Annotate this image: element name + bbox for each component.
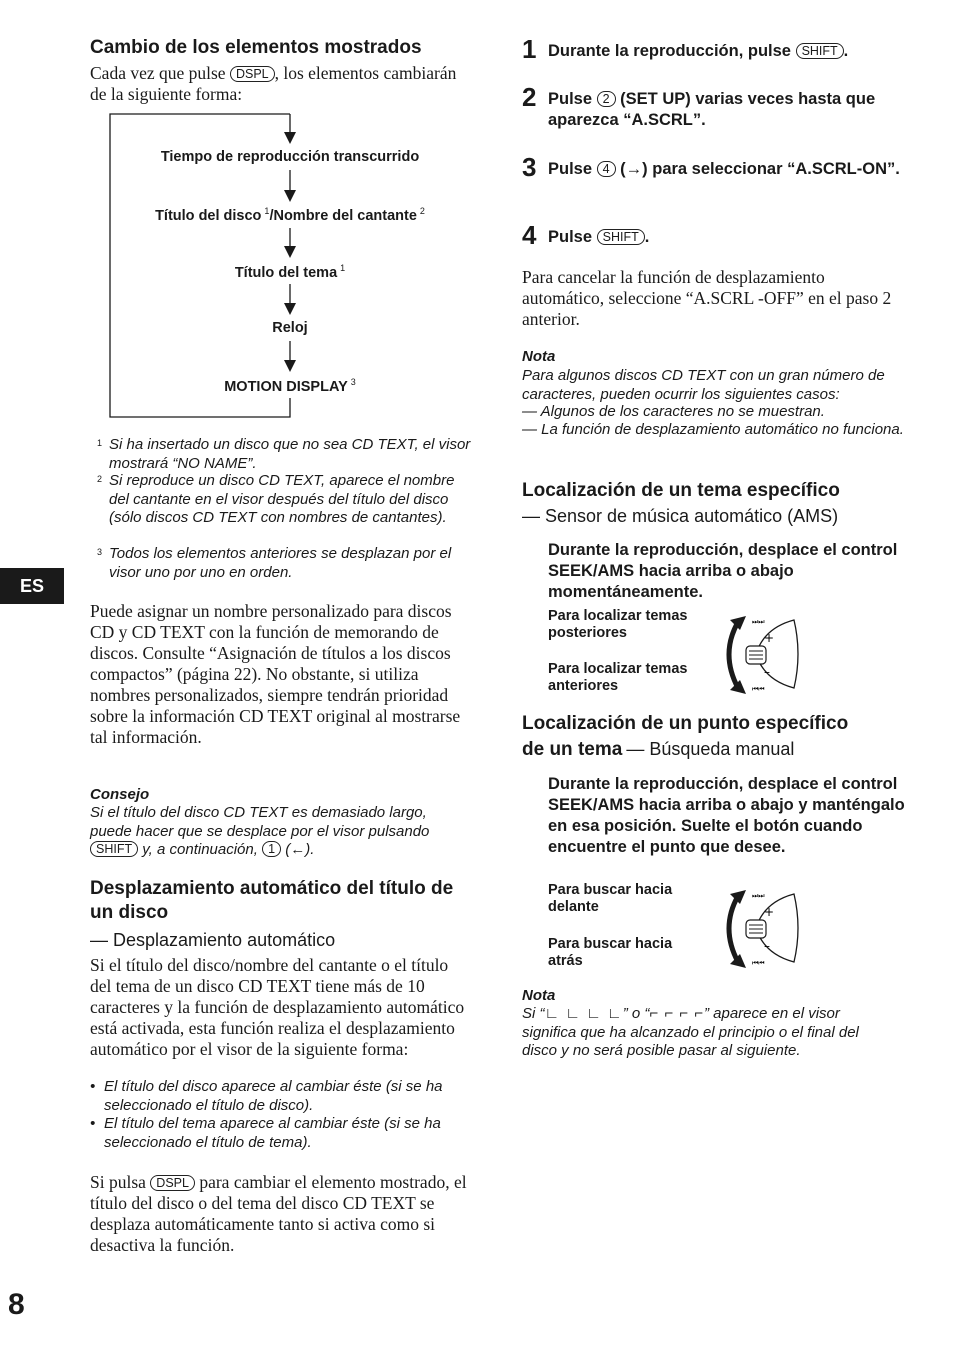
shift-key-icon-step4: SHIFT <box>597 229 645 245</box>
section-title-ams: Localización de un tema específico <box>522 480 840 501</box>
section-title-manual-search-line2: de un tema — Búsqueda manual <box>522 739 795 760</box>
disc-start-glyph-icon: ∟ ∟ ∟ ∟ <box>544 1005 623 1022</box>
footnote-3: 3 Todos los elementos anteriores se desplazan por el visor uno por uno en orden. <box>97 545 452 581</box>
autoscroll-paragraph: Si el título del disco/nombre del cantante o el título del tema de un disco CD TEXT tiene más de 10 caracteres y la función de desplazamiento automático está activada, esta función realiza el desplazamiento automático por el visor de la siguiente forma: <box>90 955 465 1059</box>
step-4-number: 4 <box>522 220 537 250</box>
step-1-number: 1 <box>522 34 537 64</box>
intro-text-a: Cada vez que pulse <box>90 63 226 83</box>
section-title-autoscroll: Desplazamiento automático del título de un disco <box>90 878 454 923</box>
flow-arrow-5 <box>284 360 296 372</box>
dspl-scroll-paragraph: Si pulsa DSPL para cambiar el elemento mostrado, el título del disco o del tema del disco CD TEXT se desplaza automáticamente tanto si activa como si desactiva la función. <box>90 1172 467 1255</box>
flow-item-track-title: Título del tema $^1$ <box>234 263 346 281</box>
key-4-icon: 4 <box>597 161 616 177</box>
note-1-line-1: Para algunos discos CD TEXT con un gran número de caracteres, pueden ocurrir los siguientes casos: <box>522 367 885 403</box>
svg-text:–: – <box>764 665 770 679</box>
svg-text:+: + <box>764 905 775 919</box>
note-2-text: Si “∟ ∟ ∟ ∟” o “⌐ ⌐ ⌐ ⌐” aparece en el visor significa que ha alcanzado el principio o el final del disco y no será posible pasar al siguiente. <box>522 1005 859 1059</box>
flow-item-clock: Reloj <box>272 320 308 336</box>
search-forward-label: Para buscar hacia delante <box>548 882 673 915</box>
note-2-title: Nota <box>522 987 556 1004</box>
key-2-icon: 2 <box>597 91 616 107</box>
bullet-track-title: • El título del tema aparece al cambiar éste (si se ha seleccionado el título de tema). <box>90 1115 441 1151</box>
flow-arrow-4 <box>284 303 296 315</box>
svg-text:+: + <box>764 631 775 645</box>
flow-arrow-3 <box>284 246 296 258</box>
intro-paragraph <box>90 63 470 105</box>
svg-text:⏭⏭: ⏭⏭ <box>752 618 765 626</box>
ams-down-label: Para localizar temas anteriores <box>548 661 688 694</box>
page-number: 8 <box>8 1288 25 1321</box>
footnote-1: 1 Si ha insertado un disco que no sea CD TEXT, el visor mostrará “NO NAME”. <box>97 436 471 472</box>
custom-name-paragraph: Puede asignar un nombre personalizado para discos CD y CD TEXT con la función de memorando de discos. Consulte “Asignación de títulos a los discos compactos” (página 22). No obstante, si utiliza nombres personalizados, siempre tendrán prioridad sobre la información CD TEXT original al mostrarse tal información. <box>90 601 461 747</box>
ams-up-label: Para localizar temas posteriores <box>548 608 688 641</box>
step-1-text: Durante la reproducción, pulse SHIFT . <box>548 42 849 60</box>
footnote-2: 2 Si reproduce un disco CD TEXT, aparece el nombre del cantante en el visor después del título del disco (sólo discos CD TEXT con nombres de cantantes). <box>97 472 455 526</box>
dspl-key-icon: DSPL <box>230 66 275 82</box>
shift-key-icon-step1: SHIFT <box>796 43 844 59</box>
flow-item-disc-title: Título del disco $^1$/Nombre del cantante $^2$ <box>155 206 425 224</box>
cancel-paragraph: Para cancelar la función de desplazamiento automático, seleccione “A.SCRL -OFF” en el paso 2 anterior. <box>522 267 892 329</box>
step-2-number: 2 <box>522 82 537 112</box>
svg-text:–: – <box>764 939 770 953</box>
section-subtitle-ams: — Sensor de música automático (AMS) <box>522 506 839 526</box>
seek-ams-control-icon-2 <box>712 886 802 970</box>
intro-text-b: , los elementos cambiarán de la siguiente forma: <box>90 63 457 104</box>
manual-search-instruction: Durante la reproducción, desplace el control SEEK/AMS hacia arriba o abajo y manténgalo en esa posición. Suelte el botón cuando encuentre el punto que desee. <box>548 775 905 856</box>
shift-key-icon: SHIFT <box>90 841 138 857</box>
svg-text:⏭⏭: ⏭⏭ <box>752 892 765 900</box>
step-3-number: 3 <box>522 152 537 182</box>
note-1-line-2: — Algunos de los caracteres no se muestran. <box>522 403 825 420</box>
tip-text: Si el título del disco CD TEXT es demasiado largo, puede hacer que se desplace por el visor pulsando SHIFT y, a continuación, 1 (←). <box>90 804 430 858</box>
note-1-line-3: — La función de desplazamiento automático no funciona. <box>522 421 904 438</box>
dspl-key-icon-2: DSPL <box>150 1175 195 1191</box>
section-subtitle-autoscroll: — Desplazamiento automático <box>90 930 336 950</box>
svg-text:⏮⏮: ⏮⏮ <box>752 685 765 693</box>
section-title-display: Cambio de los elementos mostrados <box>90 37 422 58</box>
key-1-icon: 1 <box>262 841 281 857</box>
step-2-text: Pulse 2 (SET UP) varias veces hasta que aparezca “A.SCRL”. <box>548 90 876 129</box>
section-title-manual-search: Localización de un punto específico <box>522 713 849 734</box>
step-3-text: Pulse 4 (→) para seleccionar “A.SCRL-ON”. <box>548 160 900 178</box>
flow-arrow-1 <box>284 132 296 144</box>
ams-instruction: Durante la reproducción, desplace el control SEEK/AMS hacia arriba o abajo momentáneamente. <box>548 541 898 601</box>
seek-ams-control-icon <box>712 612 802 696</box>
disc-end-glyph-icon: ⌐ ⌐ ⌐ ⌐ <box>649 1005 704 1022</box>
bullet-disc-title: • El título del disco aparece al cambiar éste (si se ha seleccionado el título de disco). <box>90 1078 443 1114</box>
note-1-title: Nota <box>522 348 556 365</box>
svg-text:⏮⏮: ⏮⏮ <box>752 959 765 967</box>
step-4-text: Pulse SHIFT . <box>548 228 650 246</box>
language-tab-es: ES <box>0 568 64 604</box>
flow-arrow-2 <box>284 190 296 202</box>
search-back-label: Para buscar hacia atrás <box>548 936 673 969</box>
tip-title: Consejo <box>90 786 150 803</box>
flow-item-motion-display: MOTION DISPLAY $^3$ <box>224 377 356 395</box>
flow-item-elapsed: Tiempo de reproducción transcurrido <box>160 149 420 165</box>
